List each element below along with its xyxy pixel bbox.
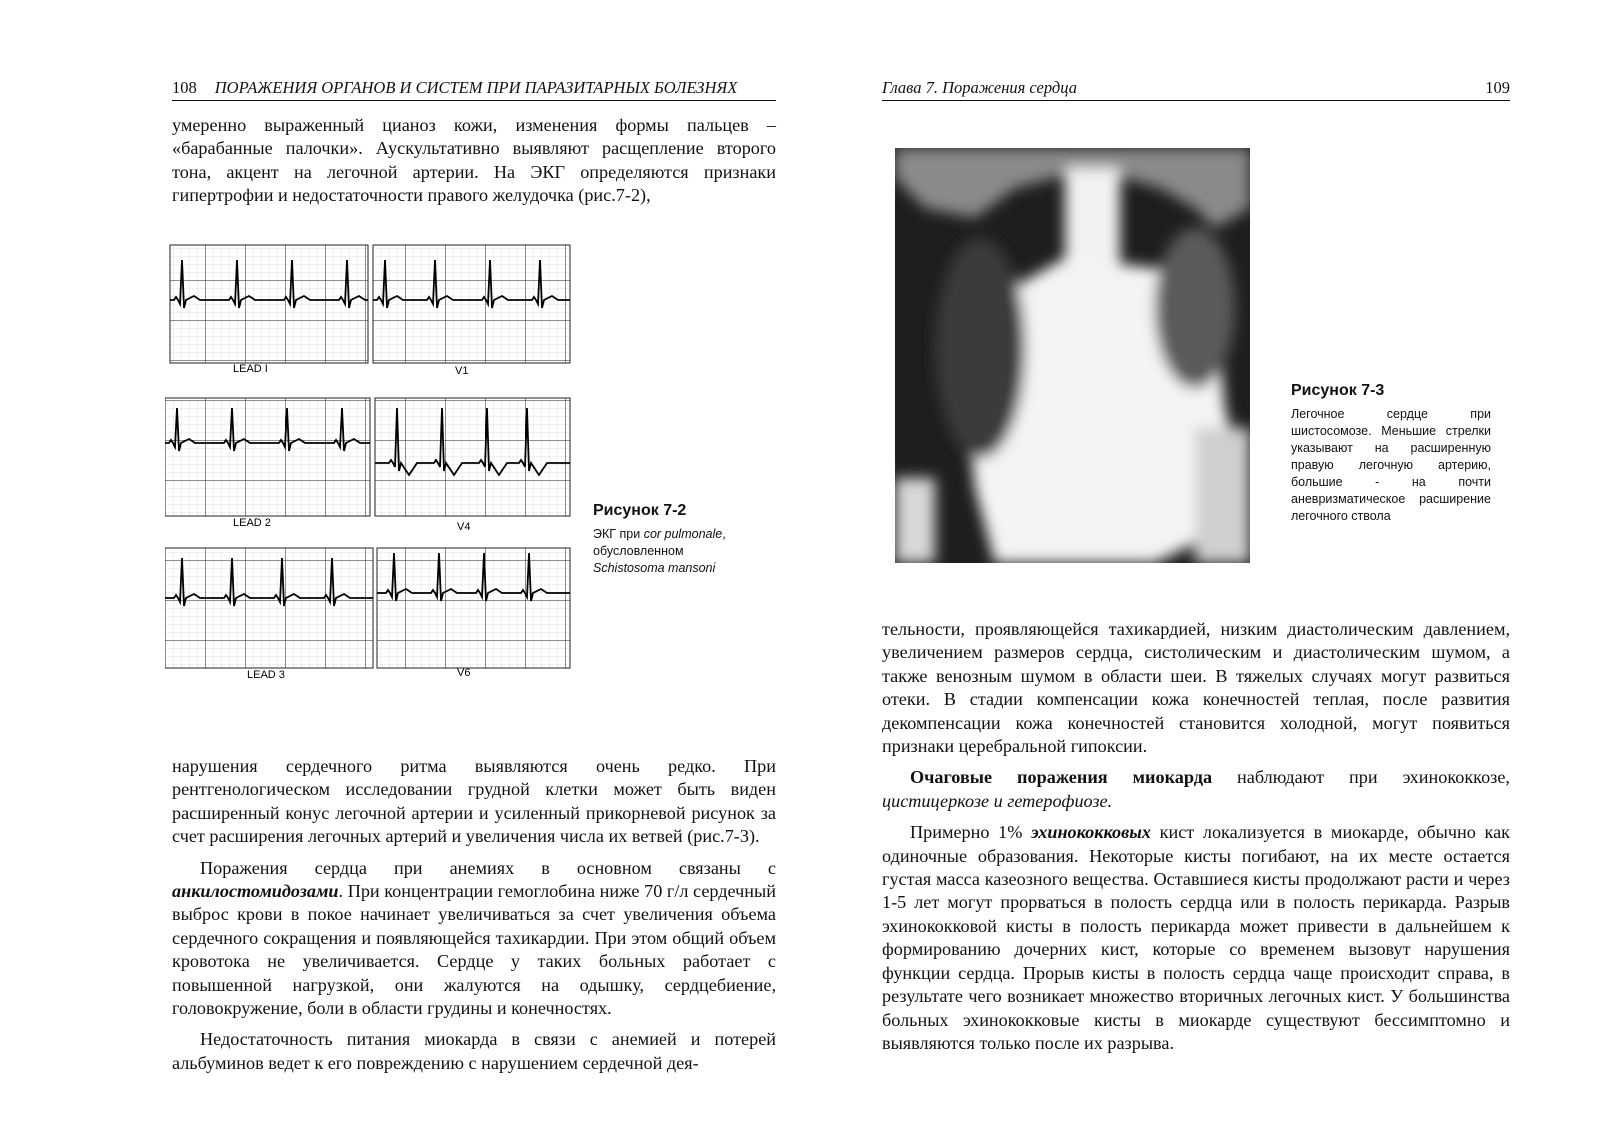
ecg-grid-lead-2: [165, 398, 370, 516]
figure-7-2-title: Рисунок 7-2: [593, 502, 687, 519]
ecg-label-lead-2: LEAD 2: [233, 517, 271, 529]
left-running-header: [172, 78, 776, 101]
chest-xray-image: [895, 148, 1250, 563]
ecg-grid-lead-3: [165, 548, 373, 668]
ecg-label-v6: V6: [457, 667, 471, 679]
ecg-label-v4: V4: [457, 521, 471, 533]
ecg-grid-v6: [377, 548, 570, 668]
figure-7-3-text: Легочное сердце при шистосомозе. Меньшие стрелки указывают на расширенную правую легочную артерию, большие - на почти аневризматическое расширение легочного ствола: [1291, 407, 1491, 523]
paragraph-insufficiency: тельности, проявляющейся тахикардией, низким диастолическим давлением, увеличением размеров сердца, систолическим и диастолическим шумом, а также венозным шумом в области шеи. В тяжелых случаях могут развиться отеки. В стадии компенсации кожа конечностей теплая, после развития декомпенсации кожа конечностей становится холодной, могут появиться признаки церебральной гипоксии.: [882, 619, 1510, 757]
paragraph-nutrition: Недостаточность питания миокарда в связи с анемией и потерей альбуминов ведет к его повреждению с нарушением сердечной дея-: [172, 1029, 776, 1073]
paragraph-focal-lesions: Очаговые поражения миокарда наблюдают при эхинококкозе, цистицеркозе и гетерофиозе.: [882, 767, 1510, 811]
figure-7-2-text: ЭКГ при cor pulmonale, обусловленном Schistosoma mansoni: [593, 527, 726, 575]
figure-7-3-title: Рисунок 7-3: [1291, 382, 1385, 399]
ecg-figure: [165, 240, 575, 690]
figure-7-2-caption: [593, 502, 753, 577]
left-running-title: ПОРАЖЕНИЯ ОРГАНОВ И СИСТЕМ ПРИ ПАРАЗИТАРНЫХ БОЛЕЗНЯХ: [214, 78, 738, 97]
ecg-label-lead-1: LEAD I: [233, 363, 268, 375]
right-running-title: Глава 7. Поражения сердца: [882, 78, 1077, 97]
ecg-grid-lead-1: [170, 245, 368, 363]
ecg-label-lead-3: LEAD 3: [247, 669, 285, 681]
right-running-header: [882, 78, 1510, 101]
ecg-strips: [165, 245, 570, 668]
ecg-label-v1: V1: [455, 365, 469, 377]
left-bottom-text: [172, 755, 776, 1075]
right-page: [800, 0, 1600, 1134]
paragraph-rhythm: нарушения сердечного ритма выявляются очень редко. При рентгенологическом исследовании грудной клетки может быть виден расширенный конус легочной артерии и усиленный прикорневой рисунок за счет расширения легочных артерий и увеличения числа их ветвей (рис.7-3).: [172, 756, 776, 847]
paragraph-anemia: Поражения сердца при анемиях в основном связаны с анкилостомидозами. При концентрации гемоглобина ниже 70 г/л сердечный выброс крови в покое начинает увеличиваться за счет увеличения объема сердечного сокращения и появляющейся тахикардии. При этом общий объем кровотока не увеличивается. Сердце у таких больных работает с повышенной нагрузкой, они жалуются на одышку, сердцебиение, головокружение, боли в области грудины и конечностях.: [172, 857, 776, 1019]
left-page-number: 108: [172, 78, 197, 97]
right-bottom-text: [882, 618, 1510, 1055]
figure-7-3-caption: [1291, 382, 1491, 525]
right-page-number: 109: [1485, 78, 1510, 97]
left-top-text: [172, 114, 776, 208]
ecg-grid-v4: [375, 398, 570, 516]
left-top-paragraph: умеренно выраженный цианоз кожи, изменения формы пальцев – «барабанные палочки». Аускультативно выявляют расщепление второго тона, акцент на легочной артерии. На ЭКГ определяются признаки гипертрофии и недостаточности правого желудочка (рис.7-2),: [172, 115, 776, 206]
paragraph-echinococcus: Примерно 1% эхинококковых кист локализуется в миокарде, обычно как одиночные образования. Некоторые кисты погибают, на их месте остается густая масса казеозного вещества. Оставшиеся кисты продолжают расти и через 1-5 лет могут прорваться в полость сердца или в полость перикарда. Разрыв эхинококковой кисты в полость перикарда может привести в дальнейшем к формированию дочерних кист, которые со временем вызовут нарушения функции сердца. Прорыв кисты в полость сердца чаще происходит справа, в результате чего возникает множество вторичных легочных кист. У большинства больных эхинококковые кисты в миокарде существуют бессимптомно и выявляются только после их разрыва.: [882, 822, 1510, 1053]
